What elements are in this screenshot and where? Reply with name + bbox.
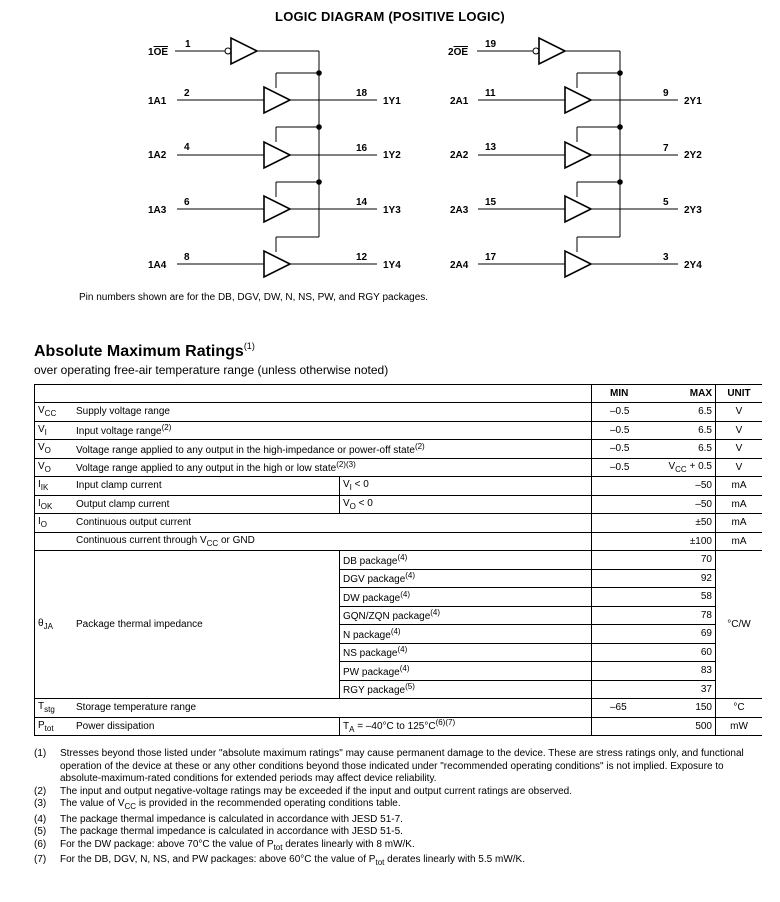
svg-text:12: 12 <box>356 252 368 263</box>
diagram-title: LOGIC DIAGRAM (POSITIVE LOGIC) <box>275 9 505 24</box>
table-row-thermal: $\theta_{JA}$ Package thermal impedance DB package$^{(4)}$ 70 °C/W <box>35 551 763 570</box>
buffer-icon <box>264 251 290 277</box>
table-row: $V_O$ Voltage range applied to any output in the high-impedance or power-off state$^{(2)}$ –0.5 6.5 V <box>35 440 763 459</box>
svg-text:3: 3 <box>663 252 669 263</box>
table-row-thermal: DGV package$^{(4)}$ 92 <box>35 569 763 588</box>
buffer-icon <box>565 251 591 277</box>
svg-text:2Y2: 2Y2 <box>684 150 702 161</box>
table-row-thermal: PW package$^{(4)}$ 83 <box>35 662 763 681</box>
table-row-thermal: RGY package$^{(5)}$ 37 <box>35 680 763 699</box>
footnote: (7) For the DB, DGV, N, NS, and PW packages: above 60°C the value of $P_{tot}$ derates linearly with 5.5 mW/K. <box>34 854 525 867</box>
footnote: (6) For the DW package: above 70°C the value of $P_{tot}$ derates linearly with 8 mW/K. <box>34 838 415 852</box>
buffer-icon <box>565 87 591 113</box>
header-unit: UNIT <box>716 385 763 403</box>
buffer-icon <box>565 196 591 222</box>
logic-diagram <box>0 0 780 300</box>
table-row: $T_{stg}$ Storage temperature range –65 150 °C <box>35 699 763 718</box>
table-row: $I_{IK}$ Input clamp current $V_I < 0$ –50 mA <box>35 477 763 496</box>
svg-text:13: 13 <box>485 142 497 153</box>
enable-label-2: 2OE <box>448 47 469 58</box>
footnote: (2) The input and output negative-voltage ratings may be exceeded if the input and output current ratings are observed. <box>34 785 572 797</box>
buffer-icon <box>264 142 290 168</box>
svg-text:19: 19 <box>485 39 497 50</box>
footnote-ref: (1) <box>243 341 255 351</box>
svg-text:5: 5 <box>663 197 669 208</box>
svg-text:9: 9 <box>663 88 669 99</box>
header-max: MAX <box>657 385 716 403</box>
table-row: $V_I$ Input voltage range$^{(2)}$ –0.5 6.5 V <box>35 421 763 440</box>
svg-text:2A2: 2A2 <box>450 150 469 161</box>
table-row: $I_O$ Continuous output current ±50 mA <box>35 514 763 533</box>
footnote: (3) The value of $V_{CC}$ is provided in the recommended operating conditions table. <box>34 798 401 811</box>
enable-buffer-icon <box>539 38 565 64</box>
svg-text:1A4: 1A4 <box>148 260 167 271</box>
footnotes <box>34 748 754 870</box>
enable-label-1: 1OE <box>148 47 169 58</box>
svg-text:2Y4: 2Y4 <box>684 260 702 271</box>
table-row-thermal: DW package$^{(4)}$ 58 <box>35 588 763 607</box>
svg-text:1A2: 1A2 <box>148 150 167 161</box>
svg-text:1Y3: 1Y3 <box>383 205 401 216</box>
table-row: Continuous current through $V_{CC}$ or GND ±100 mA <box>35 532 763 551</box>
svg-text:1A1: 1A1 <box>148 96 167 107</box>
section-subtitle: over operating free-air temperature range (unless otherwise noted) <box>34 363 389 377</box>
svg-text:4: 4 <box>184 142 190 153</box>
svg-text:7: 7 <box>663 143 669 154</box>
ratings-table <box>34 384 762 736</box>
pin-note: Pin numbers shown are for the DB, DGV, DW, N, NS, PW, and RGY packages. <box>79 292 429 303</box>
table-row-thermal: NS package$^{(4)}$ 60 <box>35 643 763 662</box>
svg-text:18: 18 <box>356 88 368 99</box>
svg-text:2A1: 2A1 <box>450 96 469 107</box>
svg-text:11: 11 <box>485 88 496 99</box>
buffer-icon <box>565 142 591 168</box>
table-row: $V_{CC}$ Supply voltage range –0.5 6.5 V <box>35 403 763 422</box>
table-row: $I_{OK}$ Output clamp current $V_O < 0$ –50 mA <box>35 495 763 514</box>
footnote: (1) Stresses beyond those listed under "absolute maximum ratings" may cause permanent damage to the device. These are stress ratings only, and functional operation of the device at these or any other conditions beyond those indicated under "recommended operating conditions" is not implied. Exposure to absolute-maximum-rated conditions for extended periods may affect device reliability. <box>34 748 744 784</box>
buffer-group-2 <box>448 38 702 277</box>
svg-text:8: 8 <box>184 252 190 263</box>
buffer-icon <box>264 196 290 222</box>
buffer-icon <box>264 87 290 113</box>
table-row: $P_{tot}$ Power dissipation $T_A = -40^\circ C$ to 125°C$^{(6)(7)}$ 500 mW <box>35 717 763 736</box>
footnote: (5) The package thermal impedance is calculated in accordance with JESD 51-5. <box>34 826 403 837</box>
svg-text:6: 6 <box>184 197 190 208</box>
header-min: MIN <box>592 385 658 403</box>
svg-text:2: 2 <box>184 88 190 99</box>
svg-text:1Y4: 1Y4 <box>383 260 401 271</box>
svg-text:1Y1: 1Y1 <box>383 96 401 107</box>
svg-text:2Y3: 2Y3 <box>684 205 702 216</box>
svg-text:2A4: 2A4 <box>450 260 469 271</box>
footnote: (4) The package thermal impedance is calculated in accordance with JESD 51-7. <box>34 813 403 825</box>
svg-text:14: 14 <box>356 197 368 208</box>
svg-text:1Y2: 1Y2 <box>383 150 401 161</box>
svg-text:2A3: 2A3 <box>450 205 469 216</box>
table-header-row <box>35 385 763 403</box>
svg-text:1A3: 1A3 <box>148 205 167 216</box>
svg-text:17: 17 <box>485 252 497 263</box>
svg-text:16: 16 <box>356 143 368 154</box>
table-row-thermal: GQN/ZQN package$^{(4)}$ 78 <box>35 606 763 625</box>
svg-text:2Y1: 2Y1 <box>684 96 702 107</box>
buffer-group-1 <box>148 38 401 277</box>
enable-buffer-icon <box>231 38 257 64</box>
svg-text:15: 15 <box>485 197 497 208</box>
table-row-thermal: N package$^{(4)}$ 69 <box>35 625 763 644</box>
section-title: Absolute Maximum Ratings$^{(1)}$ <box>34 341 255 360</box>
table-row: $V_O$ Voltage range applied to any output in the high or low state$^{(2)(3)}$ –0.5 $V_{CC} + 0.5$ V <box>35 458 763 477</box>
svg-text:1: 1 <box>185 39 191 50</box>
